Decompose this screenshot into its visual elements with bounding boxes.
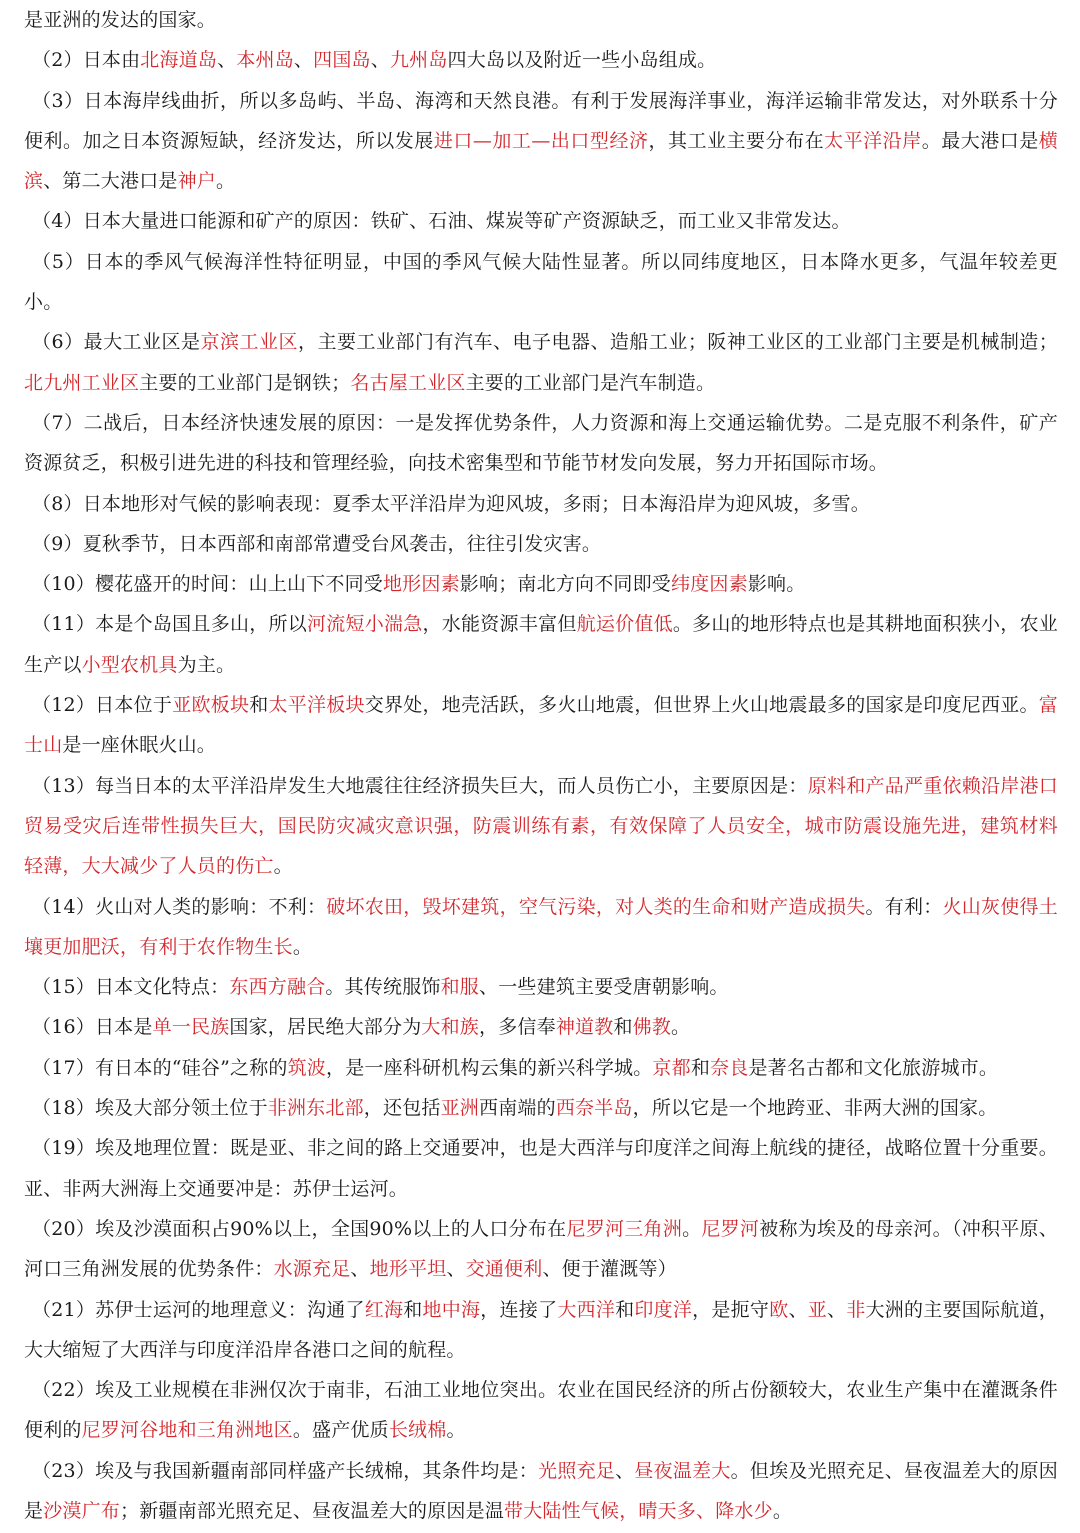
text-segment: 和	[690, 1056, 711, 1079]
highlighted-term: 印度洋	[634, 1298, 693, 1321]
text-segment: 、便于灌溉等）	[542, 1258, 677, 1281]
highlighted-term: 和服	[440, 976, 480, 999]
paragraph-21	[24, 1290, 1058, 1371]
highlighted-term: 破坏农田，毁坏建筑，空气污染，对人类的生命和财产造成损失	[326, 895, 866, 918]
paragraph-6	[24, 322, 1058, 403]
text-segment: ，所以它是一个地跨亚、非两大洲的国家。	[632, 1097, 998, 1120]
paragraph-16	[24, 1007, 1058, 1047]
highlighted-term: 交通便利	[465, 1258, 543, 1281]
text-segment: 。盛产优质	[292, 1419, 389, 1442]
text-segment: 为主。	[177, 653, 236, 676]
text-segment: （16）日本是	[32, 1016, 153, 1039]
paragraph-2	[24, 40, 1058, 80]
text-segment: 、一些建筑主要受唐朝影响。	[479, 976, 729, 999]
text-segment: 主要的工业部门是钢铁；	[139, 371, 351, 394]
text-segment: 。	[671, 1016, 691, 1039]
paragraph-19	[24, 1128, 1058, 1209]
text-segment: （19）埃及地理位置：既是亚、非之间的路上交通要冲，也是大西洋与印度洋之间海上航线的捷径，战略位置十分重要。亚、非两大洲海上交通要冲是：苏伊士运河。	[24, 1137, 1058, 1200]
text-segment: （10）樱花盛开的时间：山上山下不同受	[32, 573, 383, 596]
highlighted-term: 横滨	[24, 129, 1058, 193]
highlighted-term: 京滨工业区	[200, 331, 299, 354]
text-segment: 、	[217, 49, 237, 72]
text-segment: ；新疆南部光照充足、昼夜温差大的原因是温	[120, 1499, 505, 1522]
text-segment: 。其传统服饰	[325, 976, 441, 999]
text-segment: 主要的工业部门是汽车制造。	[465, 371, 716, 394]
text-segment: ，其工业主要分布在	[648, 129, 825, 152]
text-segment: 、	[370, 49, 390, 72]
paragraph-5	[24, 242, 1058, 323]
highlighted-term: 水源充足	[273, 1258, 351, 1281]
text-segment: （7）二战后，日本经济快速发展的原因：一是发挥优势条件，人力资源和海上交通运输优势。二是克服不利条件，矿产资源贫乏，积极引进先进的科技和管理经验，向技术密集型和节能节材发向发展，努力开拓国际市场。	[24, 411, 1058, 475]
text-segment: ，连接了	[480, 1298, 558, 1321]
paragraph-7	[24, 403, 1058, 484]
text-segment: 四大岛以及附近一些小岛组成。	[447, 49, 717, 72]
text-segment: 。	[772, 1499, 793, 1522]
text-segment: ，多信奉	[479, 1016, 556, 1039]
highlighted-term: 太平洋板块	[268, 694, 365, 717]
highlighted-term: 富士山	[24, 694, 1058, 757]
highlighted-term: 火山灰使得土壤更加肥沃，有利于农作物生长	[24, 895, 1058, 958]
text-segment: （11）本是个岛国且多山，所以	[32, 613, 307, 636]
paragraph-12	[24, 685, 1058, 766]
text-segment: 、第二大港口是	[43, 170, 178, 193]
highlighted-term: 亚洲	[440, 1097, 480, 1120]
text-segment: （21）苏伊士运河的地理意义：沟通了	[32, 1298, 365, 1321]
highlighted-term: 欧	[769, 1298, 789, 1321]
text-segment: 、	[615, 1459, 635, 1482]
highlighted-term: 地形因素	[382, 573, 460, 596]
text-segment: （5）日本的季风气候海洋性特征明显，中国的季风气候大陆性显著。所以同纬度地区，日本降水更多，气温年较差更小。	[24, 250, 1058, 314]
highlighted-term: 非洲东北部	[267, 1097, 364, 1120]
paragraph-8	[24, 484, 1058, 524]
text-segment: 、	[350, 1258, 370, 1281]
highlighted-term: 四国岛	[313, 49, 371, 72]
text-segment: 和	[403, 1298, 423, 1321]
text-segment: 国家，居民绝大部分为	[229, 1016, 422, 1039]
highlighted-term: 纬度因素	[671, 573, 748, 596]
text-segment: 。有利：	[865, 895, 943, 918]
highlighted-term: 光照充足	[538, 1459, 616, 1482]
text-segment: 西南端的	[479, 1097, 556, 1120]
highlighted-term: 北海道岛	[140, 49, 218, 72]
highlighted-term: 尼罗河三角洲	[566, 1217, 683, 1240]
highlighted-term: 西奈半岛	[555, 1097, 633, 1120]
paragraph-22	[24, 1370, 1058, 1451]
paragraph-20	[24, 1209, 1058, 1290]
document-body	[24, 0, 1058, 1531]
highlighted-term: 大西洋	[557, 1298, 616, 1321]
highlighted-term: 筑波	[287, 1056, 327, 1079]
highlighted-term: 航运价值低	[576, 613, 673, 636]
highlighted-term: 佛教	[632, 1016, 672, 1039]
highlighted-term: 本州岛	[236, 49, 294, 72]
highlighted-term: 名古屋工业区	[350, 371, 466, 394]
paragraph-15	[24, 967, 1058, 1007]
paragraph-13	[24, 766, 1058, 887]
text-segment: 影响。	[747, 573, 806, 596]
highlighted-term: 沙漠广布	[43, 1499, 121, 1522]
highlighted-term: 原料和产品严重依赖沿岸港口贸易受灾后连带性损失巨大，国民防灾减灾意识强，防震训练有素，有效保障了人员安全，城市防震设施先进，建筑材料轻薄，大大减少了人员的伤亡	[24, 774, 1058, 878]
text-segment: （9）夏秋季节，日本西部和南部常遭受台风袭击，往往引发灾害。	[32, 532, 602, 555]
text-segment: 和	[249, 694, 269, 717]
highlighted-term: 非	[846, 1298, 866, 1321]
text-segment: 。	[446, 1419, 466, 1442]
highlighted-term: 地中海	[422, 1298, 481, 1321]
text-segment: （3）日本海岸线曲折，所以多岛屿、半岛、海湾和天然良港。有利于发展海洋事业，海洋运输非常发达，对外联系十分便利。加之日本资源短缺，经济发达，所以发展	[24, 89, 1058, 152]
highlighted-term: 带大陆性气候，晴天多、降水少	[504, 1499, 773, 1522]
paragraph-23	[24, 1451, 1058, 1532]
text-segment: 。多山的地形特点也是其耕地面积狭小，农业生产以	[24, 613, 1058, 676]
highlighted-term: 京都	[652, 1056, 691, 1079]
text-segment: （6）最大工业区是	[32, 331, 201, 354]
highlighted-term: 尼罗河	[701, 1217, 760, 1240]
paragraph-3	[24, 81, 1058, 202]
text-segment: （18）埃及大部分领土位于	[32, 1097, 268, 1120]
highlighted-term: 亚	[807, 1298, 827, 1321]
highlighted-term: 神道教	[555, 1016, 614, 1039]
text-segment: （23）埃及与我国新疆南部同样盛产长绒棉，其条件均是：	[32, 1459, 539, 1482]
text-segment: （14）火山对人类的影响：不利：	[32, 895, 327, 918]
highlighted-term: 红海	[364, 1298, 404, 1321]
highlighted-term: 河流短小湍急	[306, 613, 423, 636]
text-segment: 、	[293, 49, 314, 72]
highlighted-term: 昼夜温差大	[634, 1459, 731, 1482]
highlighted-term: 奈良	[710, 1056, 749, 1079]
paragraph-10	[24, 564, 1058, 604]
paragraph-18	[24, 1088, 1058, 1128]
highlighted-term: 神户	[177, 170, 217, 193]
text-segment: 交界处，地壳活跃，多火山地震，但世界上火山地震最多的国家是印度尼西亚。	[364, 694, 1039, 717]
text-segment: （2）日本由	[32, 49, 141, 72]
text-segment: （15）日本文化特点：	[32, 976, 230, 999]
highlighted-term: 太平洋沿岸	[824, 129, 922, 152]
highlighted-term: 尼罗河谷地和三角洲地区	[81, 1419, 293, 1442]
highlighted-term: 地形平坦	[369, 1258, 447, 1281]
text-segment: （13）每当日本的太平洋沿岸发生大地震往往经济损失巨大，而人员伤亡小，主要原因是：	[32, 774, 808, 797]
highlighted-term: 大和族	[421, 1016, 480, 1039]
text-segment: 。最大港口是	[921, 129, 1039, 152]
highlighted-term: 单一民族	[152, 1016, 230, 1039]
text-segment: 和	[613, 1016, 633, 1039]
text-segment: 是亚洲的发达的国家。	[24, 9, 217, 31]
text-segment: 、	[826, 1298, 847, 1321]
text-segment: ，是扼守	[692, 1298, 770, 1321]
text-segment: 。但埃及光照充足、昼夜温差大的原因是	[24, 1459, 1058, 1522]
highlighted-term: 亚欧板块	[172, 694, 250, 717]
paragraph-9	[24, 524, 1058, 564]
text-segment: ，水能资源丰富但	[422, 613, 577, 636]
text-segment: （8）日本地形对气候的影响表现：夏季太平洋沿岸为迎风坡，多雨；日本海沿岸为迎风坡，多雪。	[32, 492, 870, 515]
text-segment: 。	[292, 935, 313, 958]
highlighted-term: 九州岛	[389, 49, 448, 72]
paragraph-17	[24, 1048, 1058, 1088]
text-segment: 大洲的主要国际航道，大大缩短了大西洋与印度洋沿岸各港口之间的航程。	[24, 1298, 1059, 1361]
text-segment: （17）有日本的“硅谷”之称的	[32, 1056, 288, 1079]
text-segment: ，主要工业部门有汽车、电子电器、造船工业；阪神工业区的工业部门主要是机械制造；	[298, 331, 1059, 354]
text-segment: （22）埃及工业规模在非洲仅次于南非，石油工业地位突出。农业在国民经济的所占份额较大，农业生产集中在灌溉条件便利的	[24, 1379, 1058, 1442]
highlighted-term: 长绒棉	[388, 1419, 447, 1442]
paragraph-14	[24, 887, 1058, 968]
text-segment: ，是一座科研机构云集的新兴科学城。	[326, 1056, 653, 1079]
paragraph-1	[24, 0, 1058, 40]
text-segment: 、	[446, 1258, 466, 1281]
paragraph-11	[24, 604, 1058, 685]
highlighted-term: 进口—加工—出口型经济	[433, 129, 649, 152]
text-segment: 是著名古都和文化旅游城市。	[748, 1056, 999, 1079]
text-segment: 是一座休眠火山。	[62, 734, 217, 757]
text-segment: （20）埃及沙漠面积占90%以上，全国90%以上的人口分布在	[32, 1217, 567, 1240]
text-segment: 和	[615, 1298, 635, 1321]
text-segment: 、	[788, 1298, 808, 1321]
text-segment: 。	[682, 1217, 702, 1240]
text-segment: （4）日本大量进口能源和矿产的原因：铁矿、石油、煤炭等矿产资源缺乏，而工业又非常发达。	[32, 210, 851, 233]
text-segment: （12）日本位于	[32, 694, 173, 717]
text-segment: 。	[273, 855, 293, 878]
text-segment: 被称为埃及的母亲河。（冲积平原、河口三角洲发展的优势条件：	[24, 1217, 1059, 1281]
highlighted-term: 北九州工业区	[24, 371, 140, 394]
paragraph-4	[24, 201, 1058, 241]
highlighted-term: 东西方融合	[229, 976, 326, 999]
text-segment: ，还包括	[363, 1097, 441, 1120]
highlighted-term: 小型农机具	[81, 653, 178, 676]
text-segment: 。	[216, 170, 236, 193]
text-segment: 影响；南北方向不同即受	[459, 573, 671, 596]
